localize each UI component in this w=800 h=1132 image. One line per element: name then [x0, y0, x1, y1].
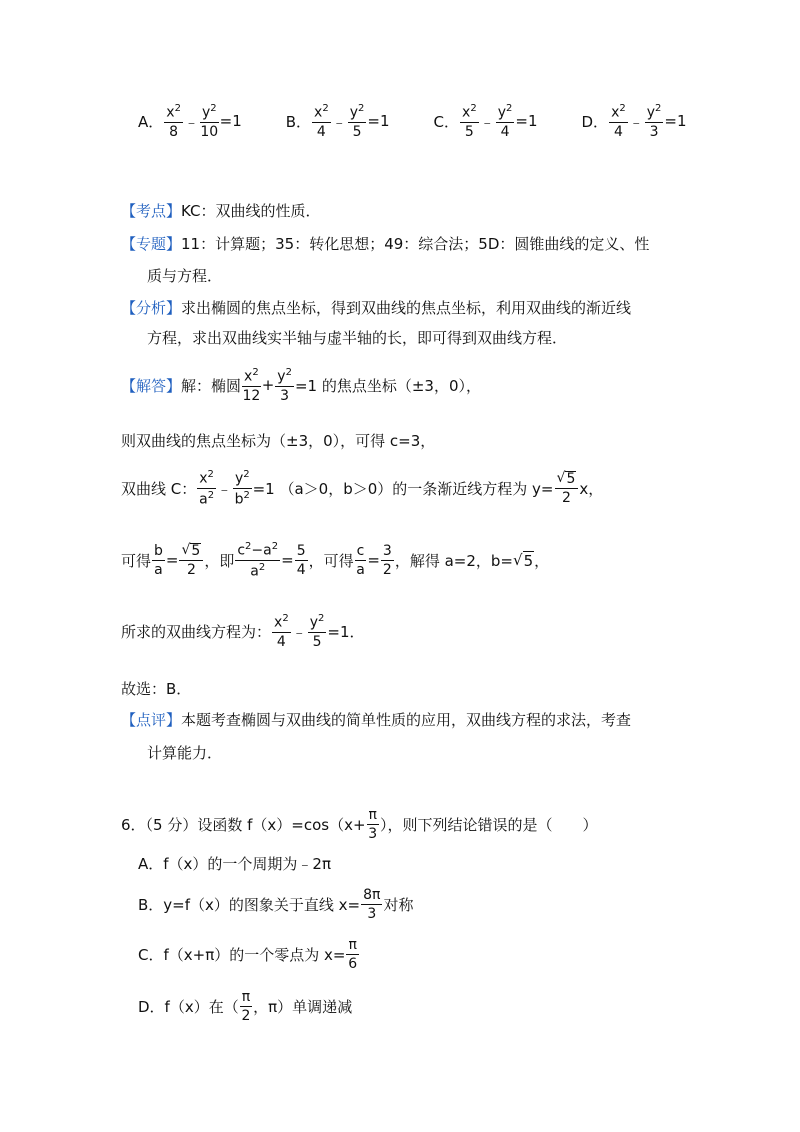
zhuanti-text-2: 质与方程． — [147, 267, 223, 285]
kaodian-text: KC：双曲线的性质． — [181, 202, 321, 220]
q6-option-c[interactable]: C．f（x+π）的一个零点为 x= $\frac{\pi}{6}$ — [138, 937, 358, 972]
q6-stem: 6．（5 分）设函数 f（x）=cos（x+ $\frac{\pi}{3}$ ），则下列结论错误的是（ ） — [121, 807, 598, 842]
q6-option-b[interactable]: B．y=f（x）的图象关于直线 x= $\frac{8\pi}{3}$ 对称 — [138, 887, 414, 922]
dianping-tag: 【点评】 — [121, 711, 182, 729]
fenxi-text-1: 求出椭圆的焦点坐标，得到双曲线的焦点坐标，利用双曲线的渐近线 — [181, 299, 632, 317]
q5-options-row — [138, 104, 687, 139]
fenxi-text-2: 方程，求出双曲线实半轴与虚半轴的长，即可得到双曲线方程． — [147, 329, 568, 347]
q5-option-d[interactable]: D． $\frac{x^2}{4}$ ﹣ $\frac{y^2}{3}$ =1 — [581, 103, 687, 140]
q5-option-c[interactable]: C． $\frac{x^2}{5}$ ﹣ $\frac{y^2}{4}$ =1 — [433, 103, 538, 140]
fenxi-line-2 — [147, 327, 567, 348]
jieda-line: 【解答】 解：椭圆 $\frac{x^2}{12}$ + $\frac{y^2}{3}$ =1 的焦点坐标（±3，0）， — [121, 367, 481, 404]
q5-option-b[interactable]: B． $\frac{x^2}{4}$ ﹣ $\frac{y^2}{5}$ =1 — [285, 103, 390, 140]
kaodian-tag: 【考点】 — [121, 202, 182, 220]
ellipse-frac-x: $\frac{x^2}{12}$ — [242, 367, 261, 404]
focus-line: 则双曲线的焦点坐标为（±3，0），可得 c=3， — [121, 432, 436, 450]
zhuanti-text-1: 11：计算题；35：转化思想；49：综合法；5D：圆锥曲线的定义、性 — [181, 235, 650, 253]
ellipse-frac-y: $\frac{y^2}{3}$ — [277, 367, 292, 404]
kaodian-line — [121, 200, 321, 221]
q6-option-a[interactable]: A．f（x）的一个周期为﹣2π — [138, 855, 331, 873]
q6-option-d[interactable]: D．f（x）在（ $\frac{\pi}{2}$ ，π）单调递减 — [138, 989, 353, 1024]
dianping-line-2: 计算能力． — [147, 744, 223, 762]
fenxi-tag: 【分析】 — [121, 299, 182, 317]
jieda-tag: 【解答】 — [121, 376, 182, 395]
q5-option-a[interactable]: A． $\frac{x^2}{8}$ ﹣ $\frac{y^2}{10}$ =1 — [138, 103, 242, 140]
fenxi-line-1 — [121, 297, 631, 318]
zhuanti-line-2 — [147, 265, 222, 286]
result-line: 所求的双曲线方程为： $\frac{x^2}{4}$ ﹣ $\frac{y^2}{5}$ =1． — [121, 613, 365, 650]
zhuanti-tag: 【专题】 — [121, 235, 182, 253]
calc-line: 可得 $\frac{b}{a}$ = √ 5 2 ，即 $\frac{c^2-a^2}{a^2}$ = $\frac{5}{4}$ ，可得 $\frac{c}{a}$ = $\frac{3}{2}$ ，解得 a=2，b= √ 5 ， — [121, 541, 550, 580]
hyperbola-line: 双曲线 C： $\frac{x^2}{a^2}$ ﹣ $\frac{y^2}{b^2}$ =1 （a＞0，b＞0）的一条渐近线方程为 y= √ 5 2 x， — [121, 469, 604, 508]
dianping-line-1: 【点评】 本题考查椭圆与双曲线的简单性质的应用，双曲线方程的求法，考查 — [121, 711, 632, 729]
choice-line: 故选：B． — [121, 680, 192, 698]
zhuanti-line-1 — [121, 233, 649, 254]
